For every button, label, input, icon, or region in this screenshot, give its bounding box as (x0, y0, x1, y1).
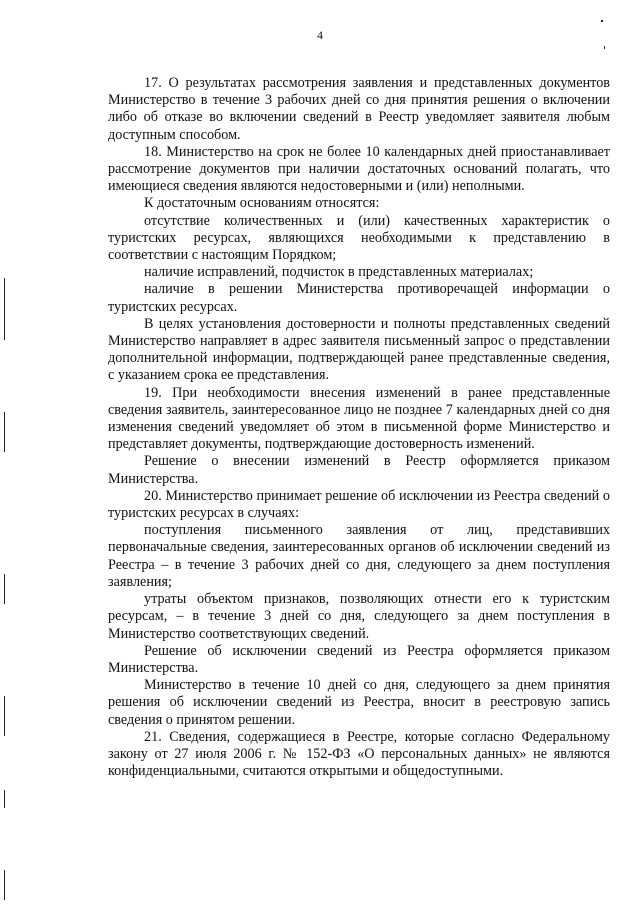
scan-mark-top-right (601, 20, 603, 22)
paragraph-ground-2: наличие исправлений, подчисток в представленных материалах; (144, 264, 534, 281)
paragraph-20: 20. Министерство принимает решение об исключении из Реестра сведений о туристских ресурсах в случаях: (108, 487, 610, 522)
paragraph-21: 21. Сведения, содержащиеся в Реестре, которые согласно Федеральному закону от 27 июля 2006 г. № 152-ФЗ «О персональных данных» не являются конфиденциальными, считаются открытыми и общедоступными. (108, 728, 610, 780)
scan-mark-left-6 (4, 870, 5, 900)
paragraph-20-decision: Решение об исключении сведений из Реестра оформляется приказом Министерства. (108, 642, 610, 676)
paragraph-17: 17. О результатах рассмотрения заявления и представленных документов Министерство в течение 3 рабочих дней со дня принятия решения о включении либо об отказе во включении сведений в Реестр уведомляет заявителя любым доступным способом. (108, 75, 610, 143)
scan-mark-left-4 (4, 696, 5, 736)
document-body (108, 75, 610, 780)
paragraph-20-case-2: утраты объектом признаков, позволяющих отнести его к туристским ресурсам, – в течение 3 дней со дня, следующего за днем поступления в Министерство соответствующих сведений. (108, 591, 610, 642)
paragraph-grounds-intro: К достаточным основаниям относятся: (144, 195, 380, 212)
paragraph-19-decision: Решение о внесении изменений в Реестр оформляется приказом Министерства. (108, 453, 610, 487)
scan-mark-left-5 (4, 790, 5, 808)
paragraph-ground-1: отсутствие количественных и (или) качественных характеристик о туристских ресурсах, являющихся необходимыми к представлению в соответствии с настоящим Порядком; (108, 212, 610, 264)
scan-mark-left-3 (4, 574, 5, 604)
paragraph-20-case-1: поступления письменного заявления от лиц, представивших первоначальные сведения, заинтересованных органов об исключении сведений из Реестра – в течение 3 рабочих дней со дня, следующего за днем поступления заявления; (108, 522, 610, 590)
scan-mark-left-1 (4, 278, 5, 340)
scan-mark-right (604, 46, 605, 49)
paragraph-20-record: Министерство в течение 10 дней со дня, следующего за днем принятия решения об исключении сведений из Реестра, вносит в реестровую запись сведения о принятом решении. (108, 677, 610, 728)
scan-mark-left-2 (4, 412, 5, 452)
paragraph-verification-request: В целях установления достоверности и полноты представленных сведений Министерство направляет в адрес заявителя письменный запрос о представлении дополнительной информации, подтверждающей ранее представленные сведения, с указанием срока ее представления. (108, 315, 610, 384)
paragraph-18: 18. Министерство на срок не более 10 календарных дней приостанавливает рассмотрение документов при наличии достаточных оснований полагать, что имеющиеся сведения являются недостоверными и (или) неполными. (108, 143, 610, 195)
paragraph-19: 19. При необходимости внесения изменений в ранее представленные сведения заявитель, заинтересованное лицо не позднее 7 календарных дней со дня изменения сведений уведомляет об этом в письменной форме Министерство и представляет документы, подтверждающие достоверность изменений. (108, 384, 610, 453)
paragraph-ground-3: наличие в решении Министерства противоречащей информации о туристских ресурсах. (108, 281, 610, 315)
page-number: 4 (317, 28, 323, 42)
